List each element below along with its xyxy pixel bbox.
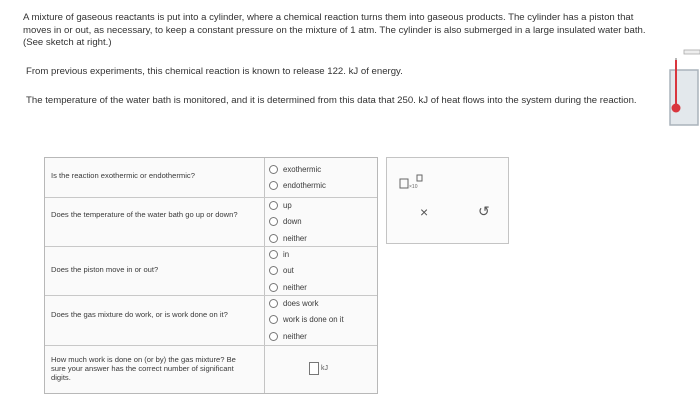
radio-neither[interactable]: neither xyxy=(269,328,344,345)
question-label: Does the temperature of the water bath go up or down? xyxy=(51,210,238,219)
radio-neither[interactable]: neither xyxy=(269,279,307,296)
exponent-template-icon[interactable] xyxy=(399,174,423,195)
radio-circle[interactable] xyxy=(269,217,278,226)
question-row-work-amount xyxy=(45,345,377,393)
question-label: Does the gas mixture do work, or is work done on it? xyxy=(51,310,228,319)
answer-tools-panel xyxy=(386,157,509,244)
svg-text:×10: ×10 xyxy=(409,184,418,190)
radio-circle[interactable] xyxy=(269,181,278,190)
radio-circle[interactable] xyxy=(269,165,278,174)
radio-up[interactable]: up xyxy=(269,197,307,214)
problem-paragraph-1: A mixture of gaseous reactants is put into a cylinder, where a chemical reaction turns them into gaseous products. The cylinder has a piston that moves in or out, as necessary, to keep a constant pressure on the mixture of 1 atm. The cylinder is also submerged in a large insulated water bath. (See sketch at right.) xyxy=(23,12,646,48)
radio-circle[interactable] xyxy=(269,201,278,210)
undo-icon[interactable]: ↺ xyxy=(478,203,490,219)
radio-circle[interactable] xyxy=(269,234,278,243)
work-answer-field xyxy=(309,362,328,375)
radio-work-done-on-it[interactable]: work is done on it xyxy=(269,312,344,329)
problem-paragraph-2: From previous experiments, this chemical reaction is known to release 122. kJ of energy. xyxy=(26,66,403,77)
question-label: How much work is done on (or by) the gas mixture? Be sure your answer has the correct number of significant digits. xyxy=(51,355,236,382)
question-row-piston xyxy=(45,246,377,296)
radio-circle[interactable] xyxy=(269,283,278,292)
cylinder-sketch xyxy=(662,40,700,140)
radio-does-work[interactable]: does work xyxy=(269,295,344,312)
radio-circle[interactable] xyxy=(269,332,278,341)
question-row-work xyxy=(45,295,377,346)
radio-out[interactable]: out xyxy=(269,263,307,280)
radio-down[interactable]: down xyxy=(269,214,307,231)
radio-circle[interactable] xyxy=(269,315,278,324)
question-label: Is the reaction exothermic or endothermic? xyxy=(51,171,195,180)
question-table xyxy=(44,157,378,394)
radio-circle[interactable] xyxy=(269,250,278,259)
question-row-water-bath xyxy=(45,197,377,247)
work-input[interactable] xyxy=(309,362,319,375)
question-row-exo-endo xyxy=(45,158,377,198)
unit-label: kJ xyxy=(321,365,328,372)
radio-circle[interactable] xyxy=(269,266,278,275)
radio-exothermic[interactable]: exothermic xyxy=(269,161,326,178)
problem-paragraph-3: The temperature of the water bath is monitored, and it is determined from this data that 250. kJ of heat flows into the system during the reaction. xyxy=(26,95,637,106)
question-label: Does the piston move in or out? xyxy=(51,265,159,274)
radio-neither[interactable]: neither xyxy=(269,230,307,247)
radio-circle[interactable] xyxy=(269,299,278,308)
clear-icon[interactable]: × xyxy=(420,204,429,220)
radio-in[interactable]: in xyxy=(269,246,307,263)
radio-endothermic[interactable]: endothermic xyxy=(269,178,326,195)
